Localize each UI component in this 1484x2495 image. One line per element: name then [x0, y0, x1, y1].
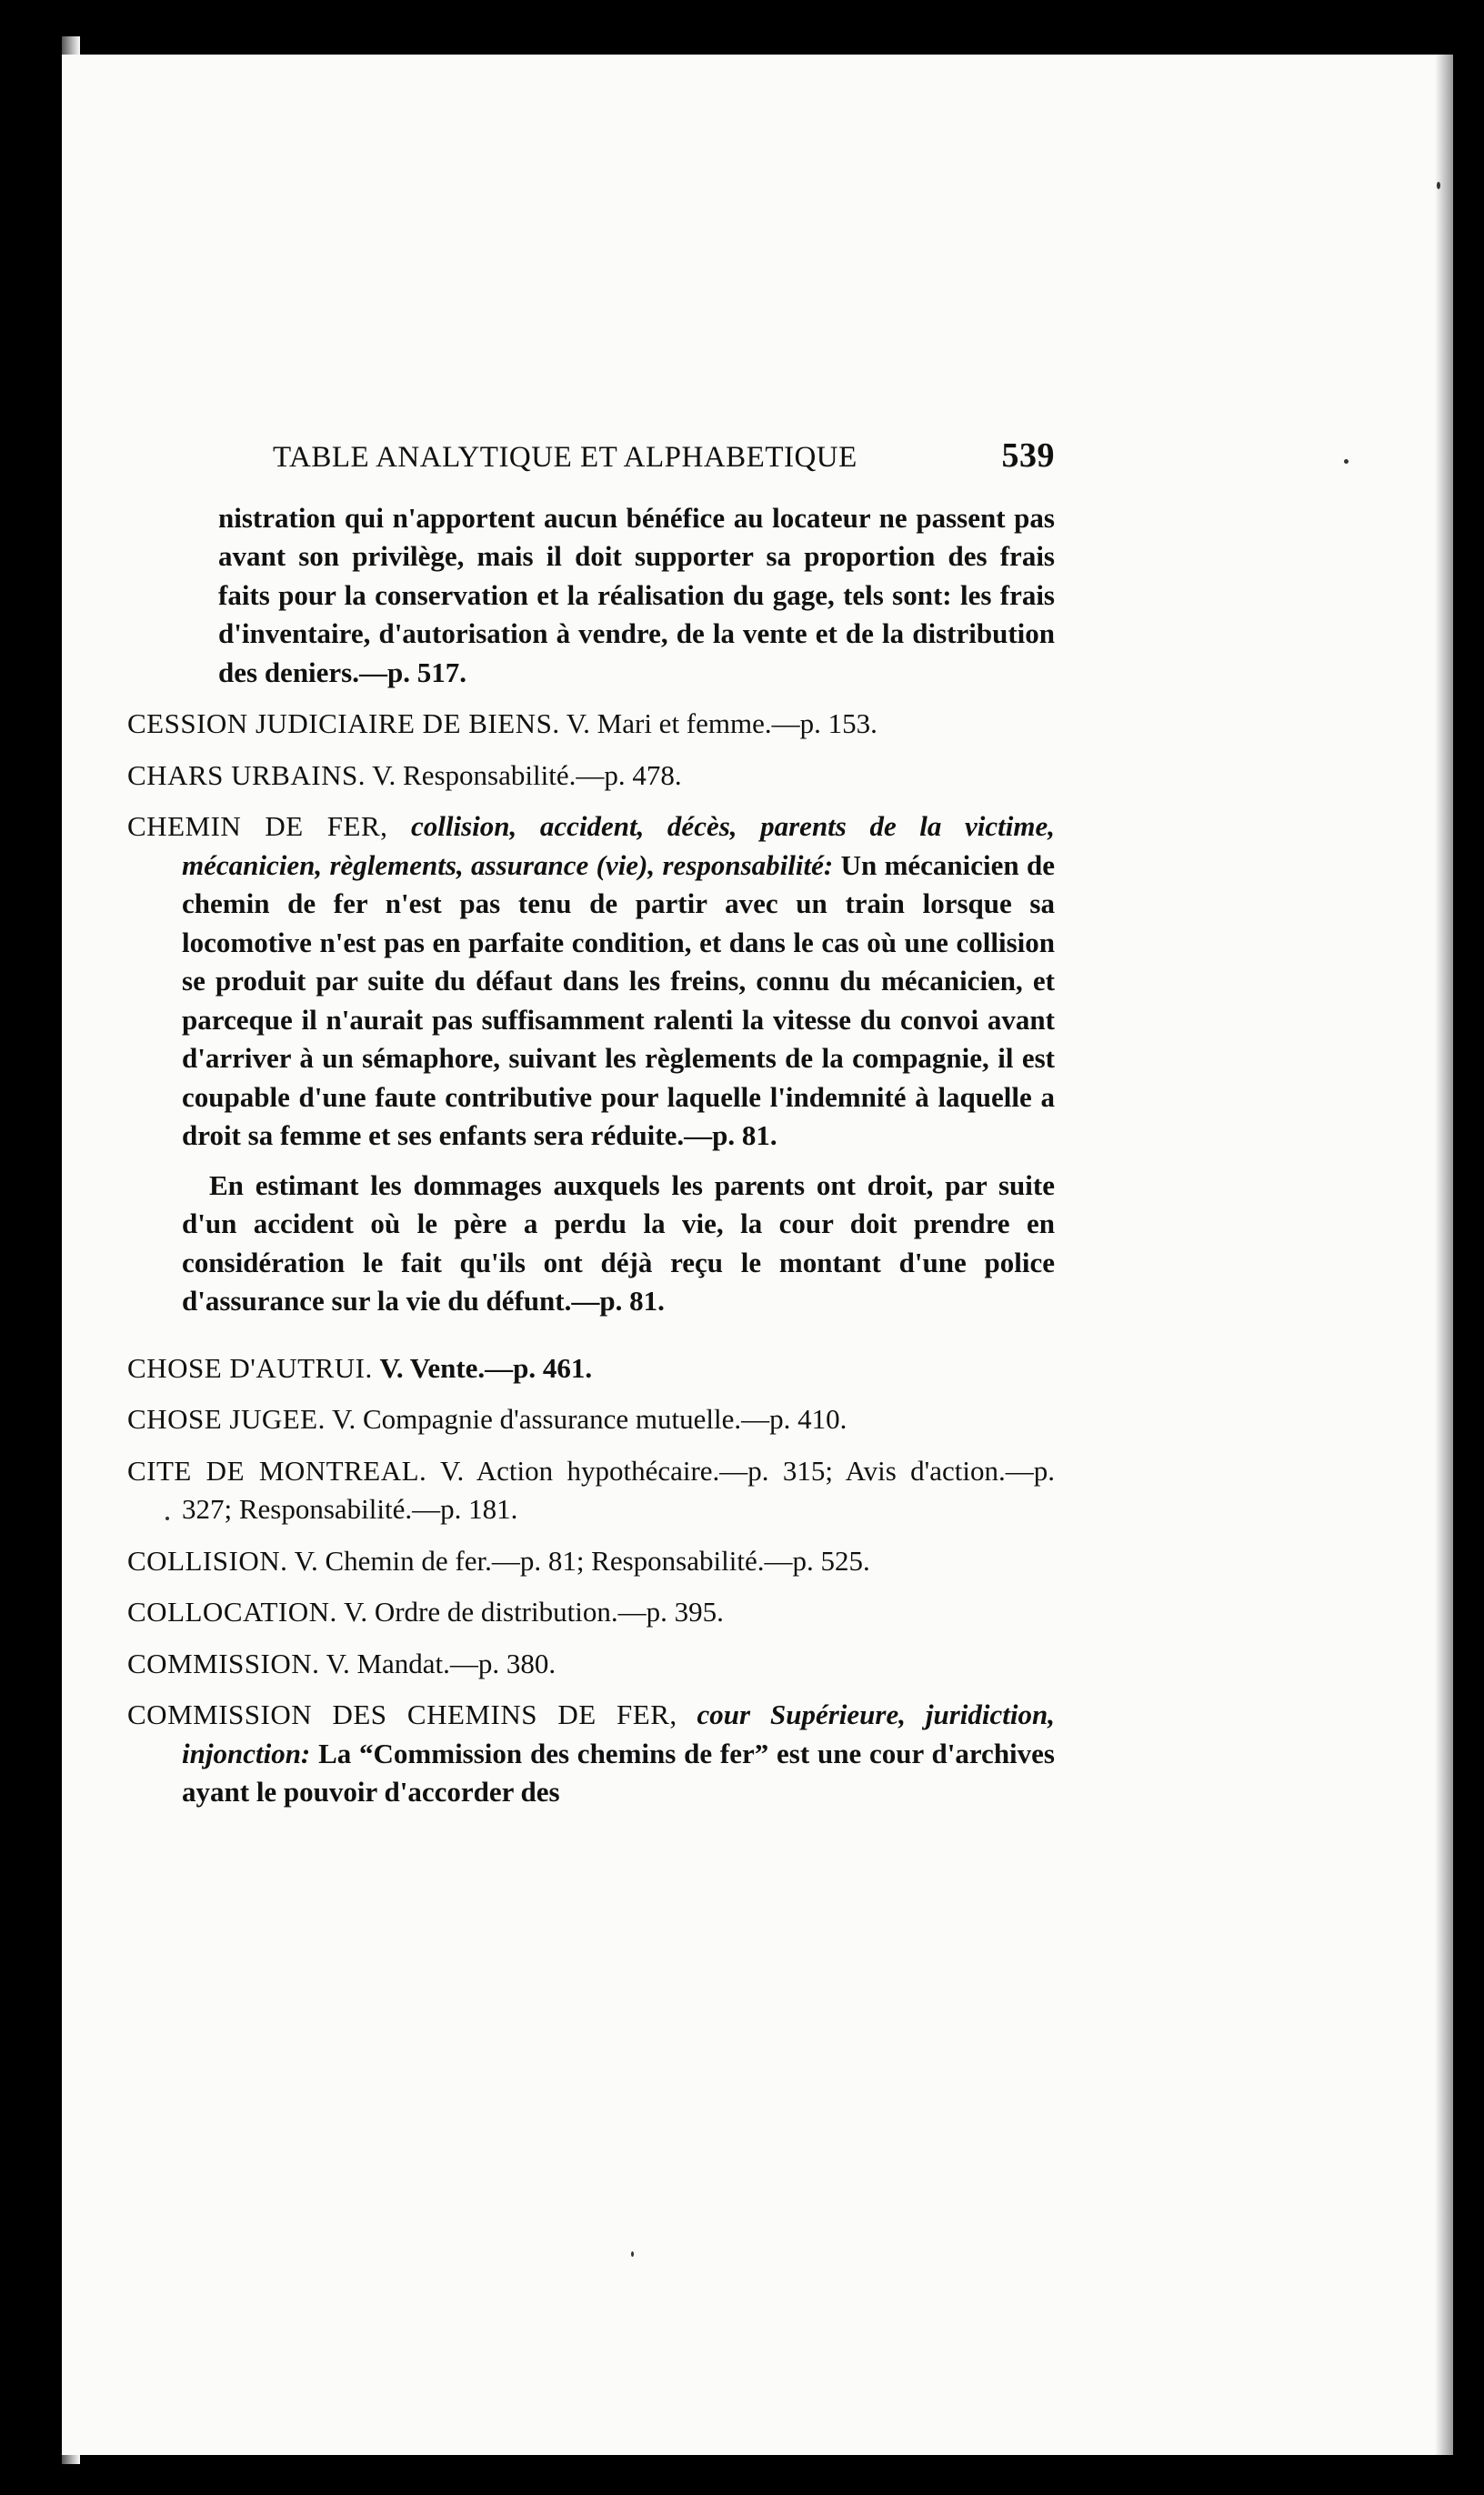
page-number: 539: [1001, 436, 1055, 475]
index-entry: [127, 1542, 1055, 1581]
index-entry: [127, 1400, 1055, 1439]
entry-summary: Un mécanicien de chemin de fer n'est pas tenu de partir avec un train lorsque sa locomotive n'est pas en parfaite condition, et dans le cas où une collision se produit par suite du défaut dans les freins, connu du mécanicien, et parceque il n'aurait pas suffisamment ralenti la vitesse du convoi avant d'arriver à un sémaphore, suivant les règlements de la compagnie, il est coupable d'une faute contributive pour laquelle l'indemnité à laquelle a droit sa femme et ses enfants sera réduite.—p. 81.: [182, 848, 1055, 1151]
running-title: TABLE ANALYTIQUE ET ALPHABETIQUE: [273, 441, 857, 474]
entry-reference: V. Mandat.—p. 380.: [326, 1647, 556, 1679]
continuation-paragraph: nistration qui n'apportent aucun bénéfice au locateur ne passent pas avant son privilège, mais il doit supporter sa proportion des frais faits pour la conservation et la réalisation du gage, tels sont: les frais d'inventaire, d'autorisation à vendre, de la vente et de la distribution des deniers.—p. 517.: [218, 501, 1055, 688]
entry-heading: CHOSE D'AUTRUI.: [127, 1351, 373, 1384]
entry-keywords: collision, accident, décès, parents de la victime, mécanicien, règlements, assurance (vie), responsabilité:: [182, 810, 1055, 881]
entry-heading: COLLISION.: [127, 1544, 288, 1577]
index-entry: [127, 1645, 1055, 1684]
entry-reference: V. Compagnie d'assurance mutuelle.—p. 410.: [332, 1403, 847, 1435]
entry-heading: CITE DE MONTREAL.: [127, 1454, 427, 1487]
index-entry: [127, 757, 1055, 796]
entry-summary-paragraph: En estimant les dommages auxquels les parents ont droit, par suite d'un accident où le père a perdu la vie, la cour doit prendre en considération le fait qu'ils ont déjà reçu le montant d'une police d'assurance sur la vie du défunt.—p. 81.: [182, 1168, 1055, 1317]
entry-summary: La “Commission des chemins de fer” est une cour d'archives ayant le pouvoir d'accorder des: [182, 1737, 1055, 1808]
running-header: [127, 436, 1055, 477]
entry-reference: V. Chemin de fer.—p. 81; Responsabilité.—p. 525.: [294, 1544, 870, 1577]
index-entry: [127, 705, 1055, 744]
entry-heading: CHEMIN DE FER,: [127, 810, 388, 842]
entry-heading: CESSION JUDICIAIRE DE BIENS.: [127, 707, 560, 739]
index-entry: [127, 1593, 1055, 1632]
entry-heading: COLLOCATION.: [127, 1596, 337, 1628]
entry-reference: V. Mari et femme.—p. 153.: [566, 707, 877, 739]
index-entry: [127, 1349, 1055, 1388]
entry-reference: V. Ordre de distribution.—p. 395.: [343, 1596, 724, 1628]
index-entry: [127, 1452, 1055, 1529]
scan-speck: [1344, 459, 1349, 464]
entry-heading: CHOSE JUGEE.: [127, 1403, 326, 1435]
index-entry: [127, 1696, 1055, 1812]
scan-speck: [1437, 182, 1440, 189]
entry-reference: V. Responsabilité.—p. 478.: [372, 758, 682, 791]
index-entry: [127, 807, 1055, 1156]
entry-heading: COMMISSION DES CHEMINS DE FER,: [127, 1698, 677, 1730]
entry-heading: CHARS URBAINS.: [127, 758, 366, 791]
entry-heading: COMMISSION.: [127, 1647, 320, 1679]
scan-speck: [631, 2251, 634, 2257]
page-text: [127, 436, 1055, 1812]
entry-reference: V. Action hypothécaire.—p. 315; Avis d'action.—p. 327; Responsabilité.—p. 181.: [182, 1454, 1055, 1525]
entry-reference: V. Vente.—p. 461.: [379, 1351, 593, 1384]
entry-keywords: cour Supérieure, juridiction, injonction:: [182, 1698, 1055, 1769]
page-edge-shadow: [1435, 55, 1453, 2455]
